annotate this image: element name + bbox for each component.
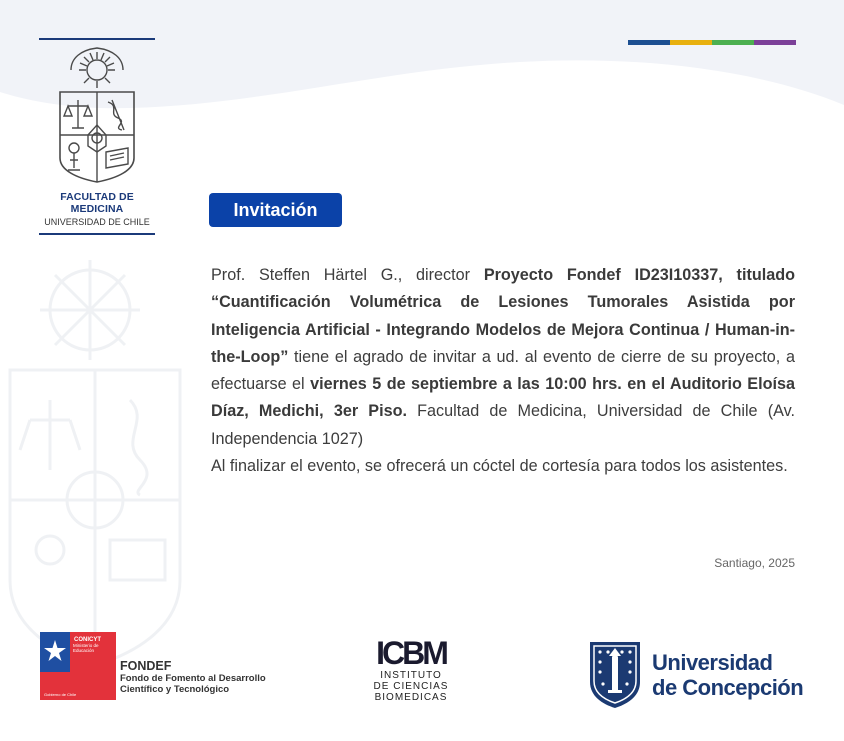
university-name: UNIVERSIDAD DE CHILE [44,217,150,227]
university-seal-icon [38,40,156,185]
faculty-name: FACULTAD DE MEDICINA [60,191,134,215]
conicyt-ministry: Ministerio de Educación [73,643,99,653]
paragraph-intro: Prof. Steffen Härtel G., director [211,266,484,284]
color-segment-yellow [670,40,712,45]
fondef-text [120,659,266,695]
color-segment-purple [754,40,796,45]
faculty-logo [38,38,156,235]
udec-wordmark [652,650,803,700]
invitation-badge: Invitación [209,193,342,227]
closing-paragraph: Al finalizar el evento, se ofrecerá un cóctel de cortesía para todos los asistentes. [211,457,788,475]
project-title: Proyecto Fondef ID23I10337, titulado “Cuantificación Volumétrica de Lesiones Tumorales Asistida por Inteligencia Artificial - Integrando Modelos de Mejora Continua / Human-in-the-Loop” [211,266,795,366]
invitation-paragraph [211,262,795,453]
udec-shield-icon [588,640,642,710]
conicyt-flag-icon [40,632,116,700]
conicyt-government: Gobierno de Chile [44,692,77,697]
icbm-line1: INSTITUTO [380,670,442,681]
place-date: Santiago, 2025 [714,556,795,570]
brand-color-bar [628,40,796,45]
icbm-wordmark: ICBM [376,635,446,671]
udec-logo [588,640,803,710]
udec-line1: Universidad [652,650,773,675]
fondef-title: FONDEF [120,659,172,673]
faculty-address: Facultad de Medicina, Universidad de Chile (Av. Independencia 1027) [211,402,795,448]
event-datetime-location: viernes 5 de septiembre a las 10:00 hrs. en el Auditorio Eloísa Díaz, Medichi, 3er Piso. [211,375,795,421]
logo-bottom-line [39,233,155,235]
fondef-line1: Fondo de Fomento al Desarrollo [120,673,266,684]
udec-line2: de Concepción [652,675,804,700]
fondef-logo [40,632,266,700]
fondef-line2: Científico y Tecnológico [120,684,230,695]
paragraph-invite: tiene el agrado de invitar a ud. al evento de cierre de su proyecto, a efectuarse el [211,347,795,394]
icbm-line3: BIOMEDICAS [374,692,448,703]
color-segment-blue [628,40,670,45]
color-segment-green [712,40,754,45]
seal-watermark [0,250,200,670]
conicyt-label: CONICYT [74,637,101,643]
icbm-logo [371,636,451,703]
icbm-line2: DE CIENCIAS [373,681,449,692]
